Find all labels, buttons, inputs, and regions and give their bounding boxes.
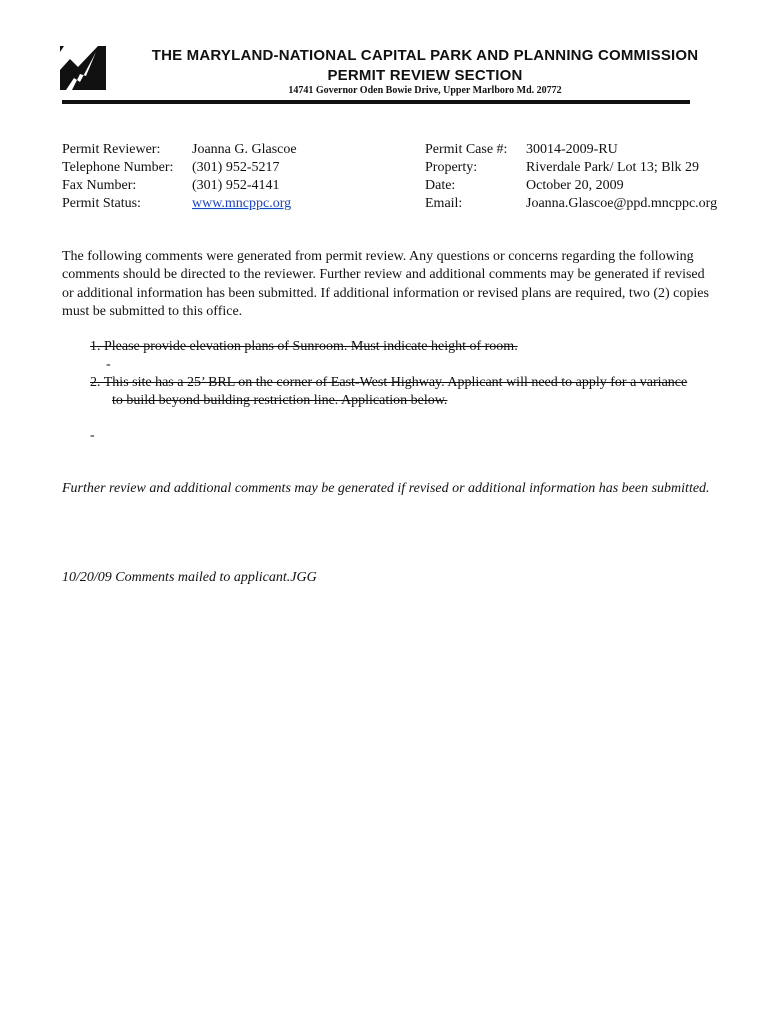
comments-list: [90, 338, 750, 410]
further-review-note: Further review and additional comments may be generated if revised or additional information has been submitted.: [62, 481, 710, 496]
info-value: 30014-2009-RU: [526, 142, 618, 157]
info-value: Joanna.Glascoe@ppd.mncppc.org: [526, 196, 718, 211]
reviewer-info: [62, 141, 297, 213]
info-label: Permit Reviewer:: [62, 142, 161, 157]
info-label: Date:: [425, 178, 456, 193]
info-label: Property:: [425, 160, 478, 175]
info-row-case: [425, 141, 717, 159]
header-divider: [62, 100, 690, 104]
info-value: (301) 952-4141: [192, 178, 280, 193]
info-value: Joanna G. Glascoe: [192, 142, 297, 157]
info-row-status: [62, 195, 297, 213]
commission-title: THE MARYLAND-NATIONAL CAPITAL PARK AND PLANNING COMMISSION: [151, 47, 699, 64]
intro-paragraph: The following comments were generated from permit review. Any questions or concerns regarding the following comments should be directed to the reviewer. Further review and additional comments may be generated if revised or additional information has been submitted. If additional information or revised plans are required, two (2) copies must be submitted to this office.: [62, 249, 709, 319]
office-address: 14741 Governor Oden Bowie Drive, Upper Marlboro Md. 20772: [288, 85, 562, 96]
info-label: Permit Case #:: [425, 142, 508, 157]
info-label: Fax Number:: [62, 178, 137, 193]
section-title: PERMIT REVIEW SECTION: [327, 67, 523, 84]
info-row-fax: [62, 177, 297, 195]
permit-status-link[interactable]: www.mncppc.org: [192, 196, 292, 211]
comment-item-1: 1. Please provide elevation plans of Sunroom. Must indicate height of room.: [90, 339, 518, 354]
comment-dash: -: [90, 428, 95, 443]
comment-item-2-continued: to build beyond building restriction line. Application below.: [112, 393, 448, 408]
info-value: October 20, 2009: [526, 178, 624, 193]
info-row-property: [425, 159, 717, 177]
info-row-date: [425, 177, 717, 195]
comment-dash: -: [106, 357, 111, 372]
comment-item-2: 2. This site has a 25’ BRL on the corner of East-West Highway. Applicant will need to apply for a variance: [90, 375, 688, 390]
info-row-reviewer: [62, 141, 297, 159]
info-value: (301) 952-5217: [192, 160, 280, 175]
info-value: Riverdale Park/ Lot 13; Blk 29: [526, 160, 700, 175]
info-row-telephone: [62, 159, 297, 177]
info-label: Telephone Number:: [62, 160, 174, 175]
info-row-email: [425, 195, 717, 213]
info-label: Permit Status:: [62, 196, 141, 211]
info-label: Email:: [425, 196, 463, 211]
mailed-note: 10/20/09 Comments mailed to applicant.JGG: [62, 570, 317, 585]
case-info: [425, 141, 717, 213]
